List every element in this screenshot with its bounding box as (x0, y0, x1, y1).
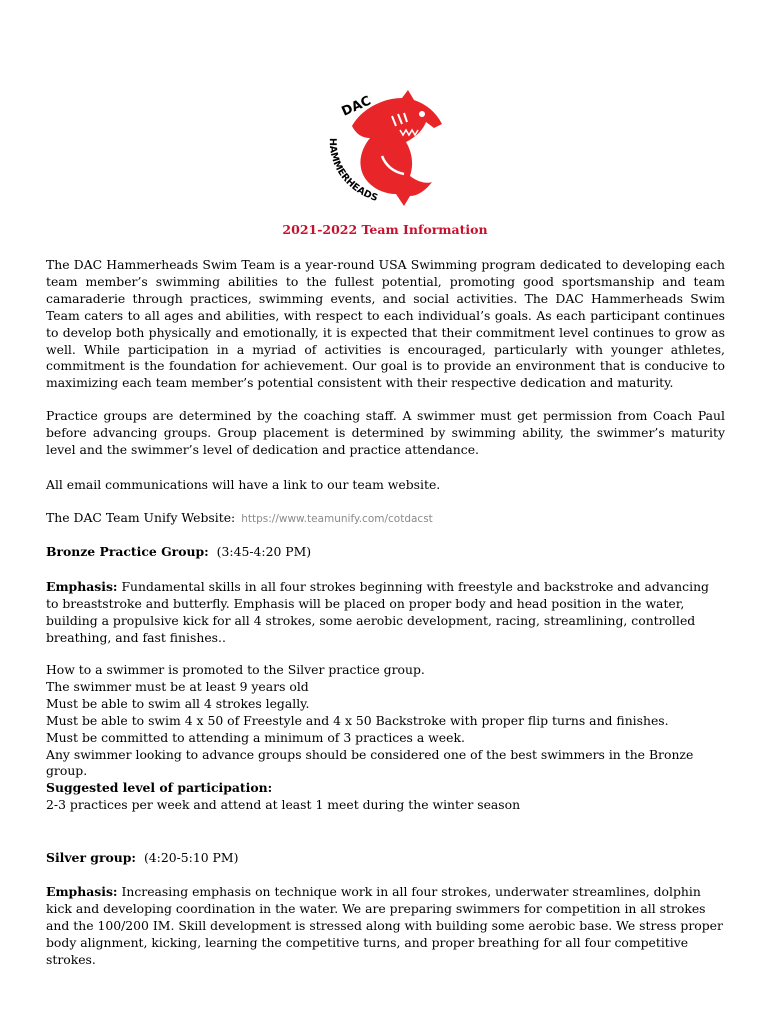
list-item: Must be able to swim all 4 strokes legally. (46, 695, 310, 711)
website-label: The DAC Team Unify Website: (46, 510, 236, 525)
logo-dac-text: DAC (339, 93, 374, 120)
list-item: How to a swimmer is promoted to the Silver practice group. (46, 662, 425, 677)
bronze-heading: Bronze Practice Group: (46, 544, 209, 559)
hammerhead-logo (322, 86, 448, 214)
bronze-time: (3:45-4:20 PM) (216, 544, 312, 559)
bronze-emphasis-text: Fundamental skills in all four strokes beginning with freestyle and backstroke and advancing to breaststroke and butterfly. Emphasis will be placed on proper body and head position in the water, building a propulsive kick for all 4 strokes, some aerobic development, racing, streamlining, controlled breathing, and fast finishes.. (46, 579, 709, 645)
website-link[interactable]: https://www.teamunify.com/cotdacst (241, 513, 433, 525)
bronze-participation (46, 780, 725, 814)
intro-paragraph: The DAC Hammerheads Swim Team is a year-round USA Swimming program dedicated to developing each team member’s swimming abilities to the fullest potential, promoting good sportsmanship and team camaraderie through practices, swimming events, and social activities. The DAC Hammerheads Swim Team caters to all ages and abilities, with respect to each individual’s goals. As each participant continues to develop both physically and emotionally, it is expected that their commitment level continues to grow as well. While participation in a myriad of activities is encouraged, particularly with younger athletes, commitment is the foundation for achievement. Our goal is to provide an environment that is conducive to maximizing each team member’s potential consistent with their respective dedication and maturity. (46, 257, 725, 391)
silver-time: (4:20-5:10 PM) (143, 850, 239, 865)
bronze-emphasis-paragraph (46, 579, 725, 647)
silver-heading: Silver group: (46, 850, 136, 865)
practice-groups-paragraph: Practice groups are determined by the coaching staff. A swimmer must get permission from Coach Paul before advancing groups. Group placement is determined by swimming ability, the swimmer’s maturity level and the swimmer’s level of dedication and practice attendance. (46, 408, 725, 457)
silver-emphasis-paragraph (46, 884, 725, 969)
silver-emphasis-text: Increasing emphasis on technique work in all four strokes, underwater streamlines, dolphin kick and developing coordination in the water. We are preparing swimmers for competition in all strokes and the 100/200 IM. Skill development is stressed along with building some aerobic base. We stress proper body alignment, kicking, learning the competitive turns, and proper breathing for all four competitive strokes. (46, 884, 723, 967)
list-item: Must be committed to attending a minimum of 3 practices a week. (46, 729, 465, 745)
silver-emphasis-label: Emphasis: (46, 884, 118, 899)
participation-text: 2-3 practices per week and attend at least 1 meet during the winter season (46, 796, 521, 812)
website-line (46, 510, 725, 528)
participation-label: Suggested level of participation: (46, 780, 273, 795)
list-item: Must be able to swim 4 x 50 of Freestyle and 4 x 50 Backstroke with proper flip turns and finishes. (46, 712, 669, 728)
silver-heading-line (46, 850, 725, 867)
bronze-heading-line (46, 544, 725, 561)
email-line: All email communications will have a link to our team website. (46, 477, 441, 492)
logo-hammerheads-text: HAMMERHEADS (326, 137, 380, 204)
list-item: Any swimmer looking to advance groups should be considered one of the best swimmers in the Bronze group. (46, 746, 694, 779)
bronze-emphasis-label: Emphasis: (46, 579, 118, 594)
list-item: The swimmer must be at least 9 years old (46, 678, 309, 694)
bronze-promotion-list (46, 662, 725, 780)
shark-eye (419, 111, 425, 117)
page-title: 2021-2022 Team Information (282, 222, 488, 237)
